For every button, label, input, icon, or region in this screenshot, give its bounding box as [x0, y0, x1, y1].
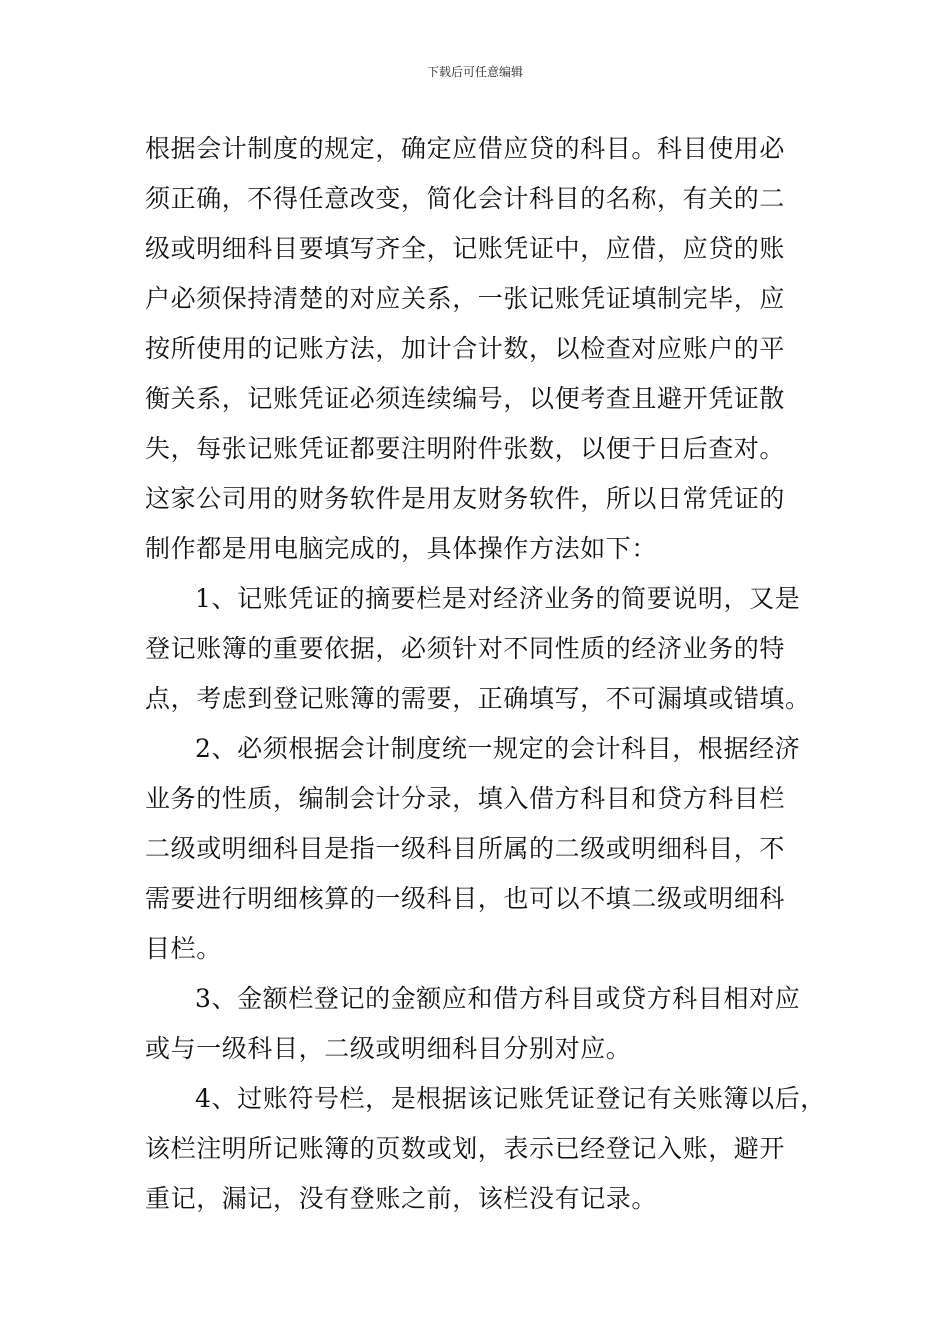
body-line: 须正确，不得任意改变，简化会计科目的名称，有关的二 [145, 184, 786, 213]
body-line: 按所使用的记账方法，加计合计数，以检查对应账户的平 [145, 334, 786, 363]
body-line: 需要进行明细核算的一级科目，也可以不填二级或明细科 [145, 884, 786, 913]
body-line: 二级或明细科目是指一级科目所属的二级或明细科目，不 [145, 834, 786, 863]
body-line: 或与一级科目，二级或明细科目分别对应。 [145, 1034, 632, 1063]
list-item-4-line: 4、过账符号栏，是根据该记账凭证登记有关账簿以后， [195, 1084, 826, 1113]
body-line: 级或明细科目要填写齐全，记账凭证中，应借，应贷的账 [145, 234, 786, 263]
body-line: 重记，漏记，没有登账之前，该栏没有记录。 [145, 1184, 658, 1213]
list-item-1-line: 1、记账凭证的摘要栏是对经济业务的简要说明，又是 [195, 584, 801, 613]
body-line: 衡关系，记账凭证必须连续编号，以便考查且避开凭证散 [145, 384, 786, 413]
body-line: 点，考虑到登记账簿的需要，正确填写，不可漏填或错填。 [145, 684, 811, 713]
body-line: 该栏注明所记账簿的页数或划，表示已经登记入账，避开 [145, 1134, 786, 1163]
body-line: 制作都是用电脑完成的，具体操作方法如下： [145, 534, 658, 563]
list-item-2-line: 2、必须根据会计制度统一规定的会计科目，根据经济 [195, 734, 801, 763]
body-line: 业务的性质，编制会计分录，填入借方科目和贷方科目栏 [145, 784, 786, 813]
body-line: 这家公司用的财务软件是用友财务软件，所以日常凭证的 [145, 484, 786, 513]
list-item-3-line: 3、金额栏登记的金额应和借方科目或贷方科目相对应 [195, 984, 801, 1013]
body-line: 目栏。 [145, 934, 222, 963]
body-line: 失，每张记账凭证都要注明附件张数，以便于日后查对。 [145, 434, 786, 463]
page-header: 下载后可任意编辑 [426, 65, 523, 79]
body-line: 户必须保持清楚的对应关系，一张记账凭证填制完毕，应 [145, 284, 786, 313]
body-line: 登记账簿的重要依据，必须针对不同性质的经济业务的特 [145, 634, 786, 663]
body-line: 根据会计制度的规定，确定应借应贷的科目。科目使用必 [145, 134, 786, 163]
